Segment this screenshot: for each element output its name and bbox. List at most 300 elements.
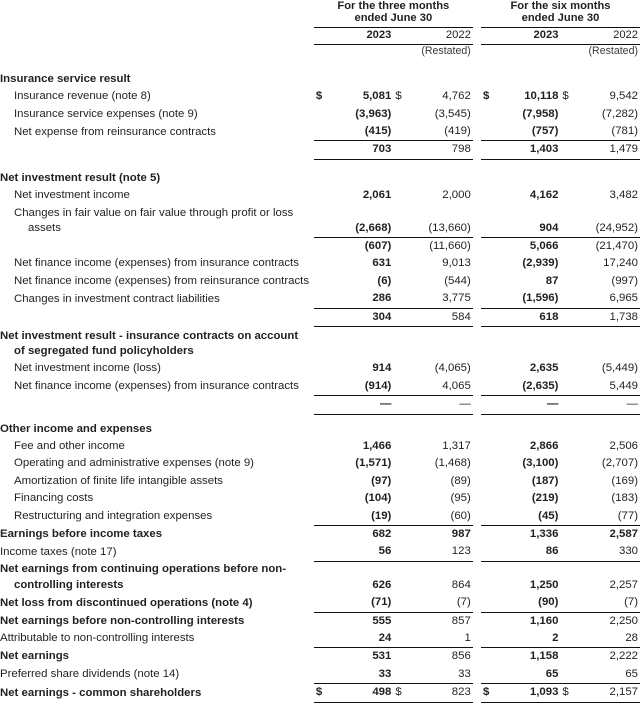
- row-label: Net investment income (loss): [14, 362, 161, 375]
- spacer-cell: [481, 360, 497, 377]
- row-label-line2: controlling interests: [14, 578, 124, 591]
- row-value: (24,952): [595, 221, 638, 234]
- spacer-cell: [473, 684, 481, 702]
- spacer-cell: [481, 455, 497, 472]
- row-label: Net finance income (expenses) from insurance contracts: [14, 257, 299, 270]
- spacer-cell: [473, 123, 481, 141]
- row-value: 5,081: [362, 90, 392, 103]
- spacer-cell: [560, 455, 576, 472]
- subtotal-value: —: [560, 396, 640, 414]
- row-value: (757): [531, 125, 559, 138]
- row-value: 682: [314, 525, 393, 543]
- row-value: 65: [625, 667, 638, 680]
- spacer-cell: [481, 255, 497, 272]
- currency-symbol: $: [481, 684, 497, 702]
- header-year-row: [0, 27, 640, 44]
- row-value: 3,482: [609, 189, 638, 202]
- spacer-cell: [314, 187, 330, 204]
- row-value: (90): [538, 596, 559, 609]
- spacer-cell: [473, 273, 481, 290]
- header-group-line1: For the three months: [337, 0, 450, 12]
- row-value: 5,449: [609, 379, 638, 392]
- row-value: (104): [364, 492, 392, 505]
- row-value: 87: [545, 274, 559, 287]
- spacer-cell: [481, 106, 497, 123]
- grand-total-row: [0, 684, 640, 702]
- spacer-cell: [560, 123, 576, 141]
- table-row: [0, 455, 640, 472]
- spacer-cell: [473, 106, 481, 123]
- row-value: 9,013: [442, 257, 471, 270]
- spacer-cell: [393, 187, 409, 204]
- row-value: 9,542: [609, 90, 638, 103]
- row-value: (7,958): [522, 107, 559, 120]
- row-value: 286: [372, 292, 392, 305]
- table-row: [0, 648, 640, 666]
- row-value: 2,635: [529, 362, 559, 375]
- table-row: [0, 187, 640, 204]
- spacer-cell: [473, 561, 481, 594]
- row-value: (4,065): [434, 362, 471, 375]
- row-value: 2,506: [609, 439, 638, 452]
- section-heading-row: [0, 327, 640, 361]
- row-value: (19): [371, 509, 392, 522]
- table-row: [0, 88, 640, 105]
- row-value: (997): [611, 274, 638, 287]
- spacer-cell: [314, 420, 640, 438]
- row-value: (1,596): [522, 292, 559, 305]
- row-label: Restructuring and integration expenses: [14, 510, 213, 523]
- row-value: (1,571): [355, 457, 392, 470]
- spacer-cell: [473, 27, 481, 44]
- spacer-cell: [473, 308, 481, 326]
- row-value: 3,775: [442, 292, 471, 305]
- currency-symbol: $: [314, 684, 330, 702]
- spacer-cell: [481, 438, 497, 455]
- row-label: Changes in fair value on fair value through profit or loss assets: [14, 206, 294, 235]
- row-label: Insurance service expenses (note 9): [14, 107, 198, 120]
- row-value: 1,466: [362, 439, 392, 452]
- row-value: 10,118: [524, 90, 559, 103]
- row-value: (2,939): [522, 257, 559, 270]
- spacer-cell: [473, 141, 481, 159]
- header-group-line2: ended June 30: [521, 12, 600, 25]
- row-label: Net investment income: [14, 189, 130, 202]
- subtotal-value: (11,660): [393, 237, 472, 255]
- spacer-cell: [0, 141, 314, 159]
- subtotal-row: [0, 308, 640, 326]
- spacer-row: [0, 61, 640, 70]
- row-value: 626: [314, 561, 393, 594]
- row-value: 4,162: [529, 189, 559, 202]
- row-value: (6): [377, 274, 392, 287]
- subtotal-row: [0, 141, 640, 159]
- row-value: (97): [371, 474, 392, 487]
- header-year-2022-ytd: 2022: [560, 27, 640, 44]
- spacer-cell: [314, 327, 640, 361]
- table-row: [0, 561, 640, 594]
- spacer-cell: [0, 27, 314, 44]
- spacer-cell: [560, 378, 576, 396]
- row-value: 531: [314, 648, 393, 666]
- header-group-three-months: [314, 0, 473, 27]
- row-value: 2,000: [442, 189, 471, 202]
- spacer-cell: [314, 123, 330, 141]
- table-row: [0, 473, 640, 490]
- spacer-cell: [473, 44, 481, 61]
- row-value: 2,061: [362, 189, 392, 202]
- spacer-cell: [473, 630, 481, 648]
- table-row: [0, 106, 640, 123]
- header-restated-ytd: (Restated): [588, 44, 638, 57]
- spacer-cell: [393, 455, 409, 472]
- spacer-cell: [473, 290, 481, 308]
- row-value: 28: [625, 631, 638, 644]
- spacer-cell: [393, 255, 409, 272]
- row-value: (5,449): [601, 362, 638, 375]
- spacer-cell: [393, 106, 409, 123]
- row-value: 4,065: [442, 379, 471, 392]
- section-heading-row: [0, 420, 640, 438]
- spacer-cell: [473, 473, 481, 490]
- row-value: 2,257: [560, 561, 640, 594]
- table-row: [0, 290, 640, 308]
- row-value: (60): [450, 509, 471, 522]
- header-restated-row: [0, 44, 640, 61]
- row-label: Earnings before income taxes: [0, 527, 163, 540]
- section-heading-segregated-fund: [0, 327, 314, 361]
- row-value: 555: [314, 612, 393, 630]
- spacer-cell: [314, 106, 330, 123]
- spacer-cell: [481, 473, 497, 490]
- spacer-cell: [560, 473, 576, 490]
- row-value: 1,158: [481, 648, 560, 666]
- spacer-cell: [481, 290, 497, 308]
- header-group-row: [0, 0, 640, 27]
- subtotal-value: 798: [393, 141, 472, 159]
- subtotal-value: 1,479: [560, 141, 640, 159]
- spacer-cell: [0, 396, 314, 414]
- spacer-cell: [393, 508, 409, 526]
- row-value: (13,660): [428, 221, 471, 234]
- spacer-cell: [473, 455, 481, 472]
- row-value: 33: [378, 667, 392, 680]
- row-label: Net finance income (expenses) from reinsurance contracts: [14, 274, 310, 287]
- spacer-cell: [0, 44, 314, 61]
- table-row: [0, 594, 640, 612]
- spacer-cell: [473, 237, 481, 255]
- row-value: (71): [371, 596, 392, 609]
- row-label: Attributable to non-controlling interests: [0, 632, 195, 645]
- row-value: (2,707): [601, 457, 638, 470]
- subtotal-value: 1,403: [481, 141, 560, 159]
- currency-symbol: $: [393, 684, 409, 702]
- currency-symbol: $: [482, 90, 490, 103]
- subtotal-value: 618: [481, 308, 560, 326]
- spacer-cell: [393, 290, 409, 308]
- row-value: 2,157: [577, 684, 640, 702]
- spacer-cell: [314, 290, 330, 308]
- subtotal-value: 5,066: [481, 237, 560, 255]
- spacer-cell: [314, 360, 330, 377]
- row-label: Net loss from discontinued operations (note 4): [0, 596, 253, 609]
- table-row: [0, 273, 640, 290]
- spacer-cell: [560, 205, 576, 238]
- subtotal-row: [0, 396, 640, 414]
- row-value: 56: [378, 545, 392, 558]
- table-row: [0, 255, 640, 272]
- spacer-cell: [393, 438, 409, 455]
- table-row: [0, 525, 640, 543]
- spacer-cell: [393, 205, 409, 238]
- spacer-cell: [473, 205, 481, 238]
- row-value: 631: [372, 257, 392, 270]
- row-value: 914: [372, 362, 392, 375]
- table-row: [0, 490, 640, 507]
- spacer-cell: [473, 187, 481, 204]
- spacer-cell: [393, 360, 409, 377]
- spacer-cell: [481, 378, 497, 396]
- spacer-cell: [473, 378, 481, 396]
- spacer-cell: [473, 648, 481, 666]
- spacer-cell: [314, 490, 330, 507]
- row-value: (7,282): [601, 107, 638, 120]
- row-label: Net expense from reinsurance contracts: [14, 125, 216, 138]
- header-restated-q: (Restated): [421, 44, 471, 57]
- subtotal-value: —: [314, 396, 393, 414]
- row-value: (219): [531, 492, 559, 505]
- header-group-line2: ended June 30: [354, 12, 433, 25]
- row-value: (3,545): [434, 107, 471, 120]
- currency-symbol: $: [562, 90, 569, 103]
- spacer-cell: [473, 508, 481, 526]
- row-value: 2,587: [560, 525, 640, 543]
- spacer-cell: [314, 44, 393, 61]
- header-blank: [0, 0, 314, 27]
- row-value: 987: [393, 525, 472, 543]
- row-value: 33: [458, 667, 471, 680]
- spacer-cell: [314, 438, 330, 455]
- table-row: [0, 438, 640, 455]
- spacer-cell: [314, 205, 330, 238]
- row-value: 17,240: [603, 257, 638, 270]
- subtotal-value: 1,738: [560, 308, 640, 326]
- spacer-cell: [560, 187, 576, 204]
- subtotal-value: (607): [314, 237, 393, 255]
- spacer-cell: [473, 255, 481, 272]
- currency-symbol: $: [560, 684, 576, 702]
- header-year-2022-q: 2022: [393, 27, 472, 44]
- subtotal-value: 703: [314, 141, 393, 159]
- table-row: [0, 612, 640, 630]
- spacer-cell: [560, 360, 576, 377]
- row-value: (3,963): [355, 107, 392, 120]
- row-value: (7): [624, 596, 638, 609]
- row-label: Insurance revenue (note 8): [14, 90, 151, 103]
- row-label: Operating and administrative expenses (note 9): [14, 457, 254, 470]
- subtotal-value: 304: [314, 308, 393, 326]
- row-label: Net earnings before non-controlling interests: [0, 614, 245, 627]
- row-value: (781): [611, 125, 638, 138]
- row-value: (77): [617, 509, 638, 522]
- row-value: 498: [330, 684, 393, 702]
- section-heading-net-investment-result: Net investment result (note 5): [0, 171, 161, 184]
- section-heading-insurance-service-result: Insurance service result: [0, 72, 131, 85]
- row-value: (45): [538, 509, 559, 522]
- row-value: (914): [364, 379, 392, 392]
- spacer-cell: [473, 490, 481, 507]
- row-label-line1: Net earnings from continuing operations before non-: [0, 563, 287, 576]
- row-value: 1,250: [481, 561, 560, 594]
- row-label: Net earnings: [0, 650, 69, 663]
- row-label: Income taxes (note 17): [0, 545, 117, 558]
- spacer-cell: [560, 490, 576, 507]
- row-value: (1,468): [434, 457, 471, 470]
- spacer-cell: [473, 88, 481, 105]
- row-value: (95): [450, 492, 471, 505]
- currency-symbol: $: [315, 90, 323, 103]
- row-value: 4,762: [442, 90, 471, 103]
- spacer-cell: [473, 525, 481, 543]
- section-heading-row: [0, 70, 640, 88]
- table-row: [0, 360, 640, 377]
- section-heading-line1: Net investment result - insurance contracts on account of: [0, 329, 299, 357]
- spacer-cell: [0, 308, 314, 326]
- row-label: Amortization of finite life intangible assets: [14, 474, 223, 487]
- spacer-cell: [560, 438, 576, 455]
- section-heading-line2: segregated fund policyholders: [27, 344, 194, 357]
- spacer-cell: [473, 612, 481, 630]
- row-value: (7): [456, 596, 471, 609]
- header-year-2023-ytd: 2023: [481, 27, 560, 44]
- spacer-cell: [481, 123, 497, 141]
- spacer-row: [0, 159, 640, 169]
- spacer-cell: [481, 508, 497, 526]
- row-value: 2,222: [560, 648, 640, 666]
- spacer-cell: [314, 455, 330, 472]
- spacer-cell: [560, 290, 576, 308]
- row-value: 1,093: [497, 684, 560, 702]
- table-row: [0, 630, 640, 648]
- row-value: (415): [364, 125, 392, 138]
- row-value: (169): [611, 474, 638, 487]
- table-row: [0, 123, 640, 141]
- row-value: 123: [451, 545, 471, 558]
- spacer-cell: [473, 543, 481, 561]
- subtotal-row: [0, 237, 640, 255]
- header-gap: [473, 0, 481, 27]
- row-value: 86: [545, 545, 559, 558]
- row-label: [0, 561, 314, 594]
- spacer-cell: [560, 273, 576, 290]
- spacer-cell: [314, 70, 640, 88]
- section-heading-row: [0, 169, 640, 187]
- row-value: (3,100): [522, 457, 559, 470]
- row-value: (89): [450, 474, 471, 487]
- row-value: 2: [552, 631, 559, 644]
- row-value: (183): [611, 492, 638, 505]
- spacer-cell: [314, 273, 330, 290]
- row-value: 1,317: [442, 439, 471, 452]
- row-value: 904: [539, 221, 559, 234]
- spacer-cell: [560, 255, 576, 272]
- row-value: 864: [393, 561, 472, 594]
- row-label: Net finance income (expenses) from insurance contracts: [14, 380, 299, 393]
- row-value: 2,250: [560, 612, 640, 630]
- spacer-cell: [314, 473, 330, 490]
- spacer-cell: [393, 490, 409, 507]
- spacer-cell: [481, 44, 560, 61]
- table-row: [0, 205, 640, 238]
- spacer-cell: [473, 438, 481, 455]
- row-value: (544): [444, 274, 471, 287]
- row-value: 1,160: [481, 612, 560, 630]
- row-value: (2,635): [522, 379, 559, 392]
- spacer-cell: [473, 396, 481, 414]
- subtotal-value: 584: [393, 308, 472, 326]
- table-row: [0, 666, 640, 684]
- spacer-cell: [0, 237, 314, 255]
- row-value: 1: [464, 631, 471, 644]
- row-label: Changes in investment contract liabilities: [14, 292, 220, 305]
- row-value: 1,336: [481, 525, 560, 543]
- row-value: (2,668): [355, 221, 392, 234]
- table-row: [0, 543, 640, 561]
- spacer-cell: [473, 594, 481, 612]
- row-value: 856: [393, 648, 472, 666]
- subtotal-value: —: [393, 396, 472, 414]
- spacer-cell: [393, 123, 409, 141]
- spacer-cell: [481, 205, 497, 238]
- row-label: Preferred share dividends (note 14): [0, 668, 180, 681]
- spacer-cell: [314, 255, 330, 272]
- row-value: 2,866: [529, 439, 559, 452]
- row-label: Fee and other income: [14, 439, 125, 452]
- row-value: 6,965: [609, 292, 638, 305]
- spacer-cell: [473, 666, 481, 684]
- row-label: Financing costs: [14, 492, 94, 505]
- header-year-2023-q: 2023: [314, 27, 393, 44]
- subtotal-value: (21,470): [560, 237, 640, 255]
- spacer-cell: [481, 490, 497, 507]
- spacer-cell: [393, 273, 409, 290]
- spacer-cell: [481, 187, 497, 204]
- spacer-cell: [314, 169, 640, 187]
- currency-symbol: $: [395, 90, 402, 103]
- row-label: Net earnings - common shareholders: [0, 686, 202, 699]
- table-row: [0, 508, 640, 526]
- spacer-cell: [314, 508, 330, 526]
- spacer-cell: [481, 273, 497, 290]
- row-value: (187): [531, 474, 559, 487]
- subtotal-value: —: [481, 396, 560, 414]
- row-value: 330: [618, 545, 638, 558]
- spacer-cell: [314, 378, 330, 396]
- row-value: 24: [378, 631, 392, 644]
- row-value: 857: [393, 612, 472, 630]
- row-value: 823: [410, 684, 473, 702]
- spacer-cell: [560, 508, 576, 526]
- spacer-cell: [393, 473, 409, 490]
- spacer-cell: [473, 360, 481, 377]
- header-group-six-months: [481, 0, 640, 27]
- spacer-cell: [560, 106, 576, 123]
- row-value: (419): [444, 125, 471, 138]
- table-row: [0, 378, 640, 396]
- spacer-cell: [393, 378, 409, 396]
- section-heading-other-income-expenses: Other income and expenses: [0, 422, 152, 435]
- row-value: 65: [545, 667, 559, 680]
